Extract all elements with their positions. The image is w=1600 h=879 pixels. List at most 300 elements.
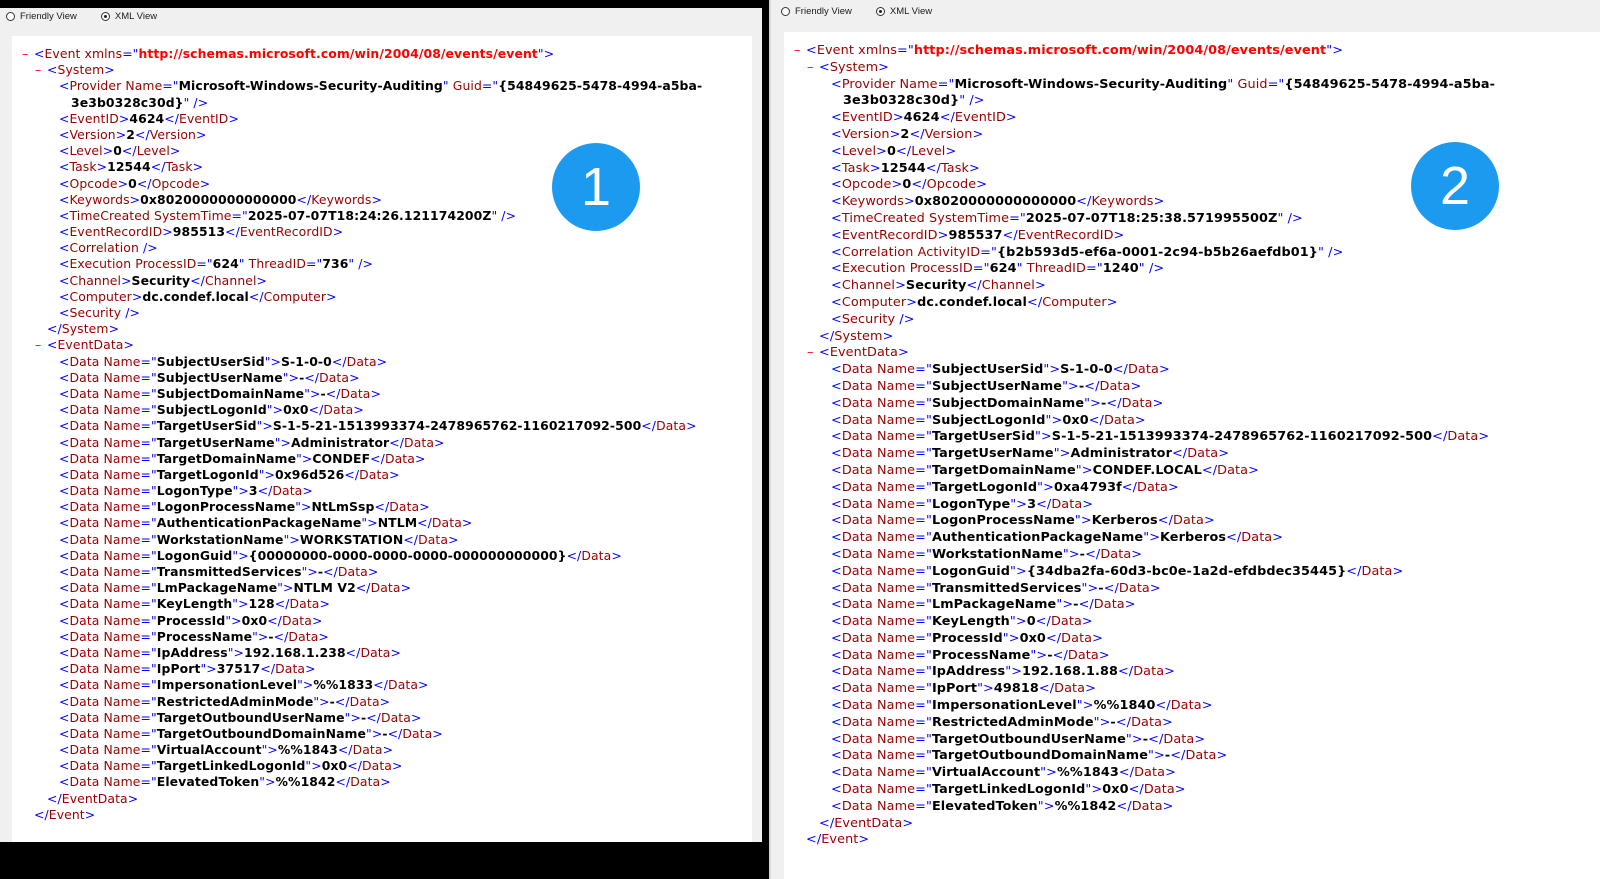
- xml-data-value: S-1-0-0: [1060, 362, 1113, 378]
- xml-tag-name: EventID: [954, 110, 1006, 126]
- xml-attr-value: {b2b593d5-ef6a-0001-2c94-b5b26aefdb01}: [996, 244, 1318, 260]
- xml-data-value: S-1-0-0: [280, 353, 332, 369]
- xml-attr-name: Name: [99, 466, 141, 482]
- xml-attr-name: SystemTime: [149, 207, 232, 223]
- xml-attr-name: Name: [99, 434, 141, 450]
- xml-tag-name: Data: [1217, 462, 1249, 478]
- xml-attr-name: Name: [99, 612, 141, 628]
- xml-tag-name: Computer: [263, 288, 327, 304]
- xml-tag-name: EventRecordID: [1017, 227, 1114, 243]
- xml-tag-name: Data: [841, 530, 873, 546]
- xml-tag-name: Version: [69, 126, 116, 142]
- xml-data-value: Administrator: [290, 434, 390, 450]
- xml-attr-name: Name: [872, 530, 916, 546]
- xml-value: dc.condef.local: [142, 288, 249, 304]
- xml-tag-name: Data: [1131, 798, 1163, 814]
- xml-keywords: <Keywords>0x8020000000000000</Keywords>: [831, 194, 1165, 210]
- xml-attr-name: Name: [99, 677, 141, 693]
- xml-tag-name: Version: [149, 126, 196, 142]
- xml-data-name: TargetUserSid: [931, 429, 1035, 445]
- xml-data-name: IpPort: [931, 681, 978, 697]
- xml-attr-name: Name: [872, 714, 916, 730]
- xml-tag-name: Data: [1127, 362, 1159, 378]
- xml-tag-name: Event: [44, 46, 81, 61]
- xml-data-row: <Data Name="TargetOutboundDomainName">-</Data>: [59, 725, 443, 741]
- xml-attr-name: Name: [99, 564, 141, 579]
- xml-tag-name: Data: [1187, 446, 1219, 462]
- xml-data-row: <Data Name="TargetLinkedLogonId">0x0</Data>: [831, 782, 1186, 798]
- xml-computer: <Computer>dc.condef.local</Computer>: [59, 288, 337, 304]
- xml-data-name: AuthenticationPackageName: [931, 530, 1144, 546]
- xml-tag-name: Data: [841, 681, 873, 697]
- xml-attr-name: Name: [872, 798, 916, 814]
- xml-tag-name: Opcode: [69, 175, 118, 191]
- xml-attr-name: Name: [872, 479, 916, 495]
- xml-attr-name: Guid: [448, 78, 482, 94]
- xml-tag-name: Data: [69, 661, 100, 677]
- xml-tag-name: Correlation: [841, 244, 914, 260]
- xml-attr-name: Guid: [1233, 76, 1268, 92]
- xml-data-row: <Data Name="TransmittedServices">-</Data>: [831, 580, 1161, 596]
- xml-security: <Security />: [831, 311, 915, 327]
- xml-tag-name: Opcode: [841, 177, 892, 193]
- xml-tag-name: Event: [816, 43, 854, 58]
- xml-tag-name: Keywords: [841, 194, 904, 210]
- xml-tag-name: Data: [69, 774, 100, 790]
- xml-attr-name: Name: [99, 709, 141, 725]
- xml-data-name: TargetUserName: [931, 446, 1054, 462]
- xml-tag-name: Data: [841, 563, 873, 579]
- friendly-view-radio[interactable]: [781, 6, 852, 17]
- xml-event-close: </Event>: [806, 832, 870, 848]
- xml-time-created: <TimeCreated SystemTime="2025-07-07T18:24:26.121174200Z" />: [59, 207, 517, 223]
- xml-namespace-value: http://schemas.microsoft.com/win/2004/08/events/event: [138, 46, 538, 61]
- xml-tag-name: Data: [69, 418, 100, 434]
- xml-tag-name: Data: [1061, 630, 1093, 646]
- xml-data-name: TargetDomainName: [931, 462, 1076, 478]
- xml-data-name: TransmittedServices: [156, 564, 302, 579]
- xml-data-row: <Data Name="SubjectUserName">-</Data>: [831, 378, 1142, 394]
- xml-tag-name: Data: [841, 664, 873, 680]
- xml-tag-name: Data: [841, 362, 873, 378]
- xml-data-row: <Data Name="IpAddress">192.168.1.238</Data>: [59, 644, 401, 660]
- xml-tag-name: Data: [841, 479, 873, 495]
- xml-data-value: S-1-5-21-1513993374-2478965762-1160217092-500: [1051, 429, 1433, 445]
- xml-attr-name: ProcessID: [131, 256, 197, 272]
- xml-data-name: TransmittedServices: [931, 580, 1082, 596]
- xml-data-row: <Data Name="SubjectDomainName">-</Data>: [831, 395, 1164, 411]
- xml-attr-name: Name: [99, 596, 141, 612]
- xml-tag-name: Data: [581, 547, 612, 563]
- xml-data-row: <Data Name="VirtualAccount">%%1843</Data>: [59, 742, 394, 758]
- xml-tag-name: Data: [841, 748, 873, 764]
- xml-eventdata-close: </EventData>: [819, 815, 914, 831]
- xml-data-value: -: [268, 628, 274, 644]
- view-mode-radio-group: [781, 6, 956, 17]
- xml-attr-name: Name: [99, 580, 141, 596]
- xml-provider-cont: 3e3b0328c30d}" />: [71, 94, 209, 110]
- xml-tag-name: Data: [288, 628, 319, 644]
- xml-tag-name: Data: [841, 462, 873, 478]
- xml-attr-value: 2025-07-07T18:24:26.121174200Z: [247, 207, 492, 223]
- xml-tag-name: Data: [340, 385, 371, 401]
- xml-tag-name: Data: [841, 546, 873, 562]
- xml-data-name: KeyLength: [931, 614, 1010, 630]
- xml-attr-name: Name: [99, 628, 141, 644]
- xml-data-name: ProcessName: [931, 647, 1031, 663]
- xml-data-name: RestrictedAdminMode: [156, 693, 314, 709]
- collapse-toggle-icon[interactable]: –: [807, 345, 814, 361]
- xml-tag-name: Data: [69, 483, 100, 499]
- xml-tag-name: Data: [841, 614, 873, 630]
- xml-attr-name: SystemTime: [924, 210, 1010, 226]
- xml-keywords: <Keywords>0x8020000000000000</Keywords>: [59, 191, 382, 207]
- xml-tag-name: Data: [1050, 614, 1082, 630]
- xml-attr-name: Name: [99, 369, 141, 385]
- xml-tag-name: Data: [349, 693, 380, 709]
- xml-tag-name: Data: [841, 798, 873, 814]
- xml-tag-name: Data: [1051, 496, 1083, 512]
- xml-tag-name: Data: [841, 580, 873, 596]
- xml-channel: <Channel>Security</Channel>: [831, 278, 1046, 294]
- xml-tag-name: EventData: [834, 815, 903, 831]
- xml-tag-name: Data: [69, 677, 100, 693]
- xml-data-name: RestrictedAdminMode: [931, 714, 1094, 730]
- collapse-toggle-icon[interactable]: –: [35, 337, 42, 353]
- xml-attr-value: {54849625-5478-4994-a5ba-: [498, 78, 703, 94]
- event-viewer-panel-2: [769, 0, 1600, 879]
- xml-tag-name: Data: [841, 412, 873, 428]
- xml-data-row: <Data Name="ImpersonationLevel">%%1833</Data>: [59, 677, 429, 693]
- xml-data-row: <Data Name="RestrictedAdminMode">-</Data>: [59, 693, 391, 709]
- xml-eventdata-open: – <EventData>: [807, 345, 909, 361]
- xml-attr-name: Name: [872, 782, 916, 798]
- collapse-toggle-icon[interactable]: –: [35, 62, 42, 78]
- xml-attr-value: 624: [989, 261, 1017, 277]
- xml-data-name: SubjectUserName: [931, 378, 1063, 394]
- xml-tag-name: Data: [1134, 765, 1166, 781]
- xml-data-value: 192.168.1.238: [244, 644, 346, 660]
- xml-data-name: SubjectDomainName: [156, 385, 305, 401]
- xml-data-value: %%1840: [1093, 698, 1156, 714]
- xml-tag-name: Data: [656, 418, 687, 434]
- xml-attr-value: 1240: [1102, 261, 1139, 277]
- xml-tag-name: Data: [841, 378, 873, 394]
- xml-attr-value: Microsoft-Windows-Security-Auditing: [954, 76, 1228, 92]
- xml-attr-name: Name: [99, 644, 141, 660]
- collapse-toggle-icon[interactable]: –: [794, 43, 801, 58]
- xml-view-radio[interactable]: [101, 11, 157, 22]
- xml-data-name: TargetUserSid: [156, 418, 257, 434]
- xml-value: 0x8020000000000000: [914, 194, 1077, 210]
- xml-data-value: -: [299, 369, 305, 385]
- xml-attr-value: 3e3b0328c30d}: [71, 94, 184, 110]
- radio-checked-icon: [101, 12, 110, 21]
- xml-data-value: 37517: [216, 661, 261, 677]
- xml-attr-name: Name: [895, 76, 938, 92]
- xml-tag-name: Keywords: [311, 191, 372, 207]
- xml-attr-name: Name: [99, 693, 141, 709]
- xml-tag-name: Data: [69, 369, 100, 385]
- xml-attr-name: Name: [872, 362, 916, 378]
- xml-tag-name: Execution: [841, 261, 906, 277]
- xml-attr-name: Name: [872, 765, 916, 781]
- xml-data-value: 3: [1027, 496, 1037, 512]
- xml-tag-name: Data: [1170, 698, 1202, 714]
- xml-tag-name: Data: [69, 499, 100, 515]
- xml-content-area[interactable]: [12, 36, 752, 842]
- xml-tag-name: Data: [362, 758, 393, 774]
- xml-data-name: IpAddress: [931, 664, 1006, 680]
- xml-data-value: 0x0: [283, 402, 309, 418]
- xml-attr-name: Name: [99, 547, 141, 563]
- xml-opcode: <Opcode>0</Opcode>: [59, 175, 211, 191]
- xml-attr-name: Name: [872, 664, 916, 680]
- collapse-toggle-icon[interactable]: –: [22, 46, 29, 61]
- xml-data-name: LogonGuid: [931, 563, 1011, 579]
- xml-attr-name: Name: [872, 546, 916, 562]
- xml-data-value: -: [382, 725, 388, 741]
- xml-view-label: XML View: [889, 6, 933, 17]
- xml-tag-name: Computer: [841, 294, 907, 310]
- xml-tag-name: Version: [841, 126, 890, 142]
- friendly-view-label: Friendly View: [20, 11, 77, 22]
- xml-tag-name: Data: [370, 580, 401, 596]
- xml-attr-name: Name: [99, 385, 141, 401]
- step-badge-1: 1: [552, 143, 640, 231]
- xml-tag-name: Data: [1118, 580, 1150, 596]
- xml-system-open: – <System>: [807, 59, 889, 75]
- xml-document: [784, 43, 1495, 849]
- xml-tag-name: System: [834, 328, 883, 344]
- xml-tag-name: TimeCreated: [69, 207, 150, 223]
- xml-data-row: <Data Name="SubjectLogonId">0x0</Data>: [831, 412, 1146, 428]
- xml-tag-name: Data: [841, 782, 873, 798]
- xml-data-row: <Data Name="SubjectUserSid">S-1-0-0</Data>: [831, 362, 1170, 378]
- xml-tag-name: EventData: [61, 790, 128, 806]
- xml-tag-name: Security: [69, 305, 122, 320]
- xml-data-row: <Data Name="AuthenticationPackageName">NTLM</Data>: [59, 515, 473, 531]
- xml-tag-name: Computer: [1042, 294, 1107, 310]
- xml-tag-name: Data: [346, 353, 377, 369]
- xml-namespace-value: http://schemas.microsoft.com/win/2004/08/events/event: [913, 43, 1327, 58]
- xml-tag-name: Data: [841, 765, 873, 781]
- xml-attr-name: xmlns: [854, 43, 898, 58]
- xml-value: 2: [900, 126, 910, 142]
- xml-data-name: TargetOutboundDomainName: [156, 725, 367, 741]
- event-viewer-panel-1: [0, 8, 762, 842]
- xml-tag-name: Data: [1361, 563, 1393, 579]
- xml-tag-name: Data: [1067, 647, 1099, 663]
- xml-tag-name: Data: [418, 531, 449, 547]
- xml-data-value: Administrator: [1070, 446, 1172, 462]
- xml-eventdata-close: </EventData>: [47, 790, 139, 806]
- xml-tag-name: Data: [1133, 664, 1165, 680]
- xml-data-name: LogonType: [931, 496, 1011, 512]
- xml-task: <Task>12544</Task>: [831, 160, 980, 176]
- xml-data-row: <Data Name="TargetLogonId">0x96d526</Data>: [59, 466, 400, 482]
- xml-tag-name: Data: [1447, 429, 1479, 445]
- xml-tag-name: Level: [911, 143, 946, 159]
- xml-tag-name: Data: [1103, 412, 1135, 428]
- xml-tag-name: System: [57, 62, 105, 78]
- xml-data-row: <Data Name="TargetLogonId">0xa4793f</Data>: [831, 479, 1179, 495]
- xml-data-name: ProcessId: [931, 630, 1003, 646]
- xml-data-row: <Data Name="LogonProcessName">NtLmSsp</Data>: [59, 499, 430, 515]
- xml-attr-name: ThreadID: [1022, 261, 1086, 277]
- xml-attr-name: Name: [99, 531, 141, 547]
- xml-correlation: <Correlation />: [59, 240, 158, 256]
- xml-data-value: {00000000-0000-0000-0000-000000000000}: [248, 547, 567, 563]
- xml-eventdata-open: – <EventData>: [35, 337, 134, 353]
- xml-data-name: TargetOutboundDomainName: [931, 748, 1148, 764]
- xml-data-row: <Data Name="ElevatedToken">%%1842</Data>: [831, 798, 1174, 814]
- xml-value: 0x8020000000000000: [140, 191, 297, 207]
- xml-value: 12544: [107, 159, 151, 175]
- xml-attr-name: Name: [99, 402, 141, 418]
- xml-attr-name: Name: [872, 647, 916, 663]
- xml-tag-name: EventID: [841, 110, 893, 126]
- xml-tag-name: Data: [69, 628, 100, 644]
- xml-data-value: %%1833: [313, 677, 374, 693]
- xml-tag-name: Channel: [204, 272, 257, 288]
- xml-attr-name: Name: [872, 630, 916, 646]
- xml-level: <Level>0</Level>: [831, 143, 957, 159]
- xml-attr-name: Name: [872, 462, 916, 478]
- xml-data-name: SubjectLogonId: [156, 402, 267, 418]
- xml-data-row: <Data Name="ElevatedToken">%%1842</Data>: [59, 774, 391, 790]
- xml-tag-name: Data: [841, 395, 873, 411]
- xml-attr-value: 2025-07-07T18:25:38.571995500Z: [1025, 210, 1278, 226]
- xml-tag-name: EventRecordID: [239, 224, 333, 240]
- xml-tag-name: Data: [275, 661, 306, 677]
- xml-attr-value: 3e3b0328c30d}: [843, 93, 960, 109]
- xml-data-value: -: [1110, 714, 1116, 730]
- xml-attr-name: Name: [872, 698, 916, 714]
- xml-attr-name: Name: [99, 515, 141, 531]
- xml-view-label: XML View: [114, 11, 158, 22]
- xml-data-value: -: [1164, 748, 1171, 764]
- friendly-view-radio[interactable]: [6, 11, 77, 22]
- xml-tag-name: Data: [69, 402, 100, 418]
- xml-tag-name: Data: [352, 742, 383, 758]
- xml-data-row: <Data Name="KeyLength">128</Data>: [59, 596, 330, 612]
- xml-event-record-id: <EventRecordID>985513</EventRecordID>: [59, 224, 344, 240]
- xml-data-value: -: [320, 385, 326, 401]
- xml-tag-name: Provider: [841, 76, 896, 92]
- xml-tag-name: Data: [841, 714, 873, 730]
- xml-data-value: {34dba2fa-60d3-bc0e-1a2d-efdbdec35445}: [1026, 563, 1347, 579]
- xml-data-row: <Data Name="LmPackageName">-</Data>: [831, 597, 1136, 613]
- xml-data-row: <Data Name="TargetOutboundDomainName">-</Data>: [831, 748, 1228, 764]
- xml-tag-name: Data: [841, 446, 873, 462]
- xml-tag-name: Data: [1099, 378, 1131, 394]
- xml-tag-name: Opcode: [151, 175, 200, 191]
- xml-data-row: <Data Name="SubjectLogonId">0x0</Data>: [59, 402, 364, 418]
- xml-tag-name: Event: [48, 806, 85, 822]
- xml-attr-name: Name: [99, 758, 141, 774]
- xml-opcode: <Opcode>0</Opcode>: [831, 177, 988, 193]
- xml-data-row: <Data Name="LogonType">3</Data>: [831, 496, 1094, 512]
- xml-value: 4624: [129, 110, 165, 126]
- xml-data-name: LmPackageName: [931, 597, 1057, 613]
- xml-data-value: 0x0: [1102, 782, 1129, 798]
- xml-attr-name: Name: [872, 580, 916, 596]
- xml-data-name: LogonProcessName: [931, 513, 1075, 529]
- xml-data-value: 128: [248, 596, 275, 612]
- xml-attr-name: Name: [872, 597, 916, 613]
- xml-value: 2: [126, 126, 135, 142]
- xml-tag-name: Data: [404, 434, 435, 450]
- xml-data-row: <Data Name="TargetOutboundUserName">-</Data>: [831, 731, 1206, 747]
- xml-tag-name: Channel: [981, 278, 1035, 294]
- xml-tag-name: Data: [69, 596, 100, 612]
- xml-attr-name: Name: [872, 412, 916, 428]
- xml-tag-name: Data: [841, 698, 873, 714]
- xml-attr-name: Name: [99, 725, 141, 741]
- xml-data-name: VirtualAccount: [156, 742, 262, 758]
- xml-view-radio[interactable]: [876, 6, 932, 17]
- xml-tag-name: Data: [272, 483, 303, 499]
- xml-data-name: LogonGuid: [156, 547, 233, 563]
- xml-attr-name: Name: [872, 748, 916, 764]
- xml-value: 0: [902, 177, 912, 193]
- collapse-toggle-icon[interactable]: –: [807, 59, 814, 75]
- xml-tag-name: Data: [69, 547, 100, 563]
- xml-tag-name: Data: [69, 434, 100, 450]
- xml-value: 0: [128, 175, 137, 191]
- xml-value: 985537: [948, 227, 1003, 243]
- xml-data-row: <Data Name="ProcessId">0x0</Data>: [59, 612, 323, 628]
- xml-attr-name: xmlns: [80, 46, 123, 61]
- xml-attr-value: {54849625-5478-4994-a5ba-: [1284, 76, 1496, 92]
- xml-attr-value: 624: [212, 256, 239, 272]
- xml-tag-name: Data: [1136, 479, 1168, 495]
- xml-tag-name: Data: [841, 630, 873, 646]
- xml-attr-name: Name: [872, 378, 916, 394]
- xml-data-row: <Data Name="LmPackageName">NTLM V2</Data>: [59, 580, 412, 596]
- xml-attr-value: Microsoft-Windows-Security-Auditing: [178, 78, 443, 94]
- xml-event-open: – <Event xmlns="http://schemas.microsoft.com/win/2004/08/events/event">: [794, 43, 1344, 58]
- xml-data-name: WorkstationName: [931, 546, 1063, 562]
- xml-attr-name: ActivityID: [913, 244, 981, 260]
- xml-data-row: <Data Name="ProcessName">-</Data>: [831, 647, 1110, 663]
- xml-attr-name: Name: [99, 661, 141, 677]
- xml-tag-name: Task: [940, 160, 969, 176]
- xml-value: Security: [131, 272, 191, 288]
- xml-attr-name: Name: [99, 499, 141, 515]
- xml-data-name: VirtualAccount: [931, 765, 1041, 781]
- xml-data-row: <Data Name="TargetDomainName">CONDEF</Data>: [59, 450, 426, 466]
- xml-tag-name: Data: [1163, 731, 1195, 747]
- xml-data-value: WORKSTATION: [299, 531, 404, 547]
- xml-event-id: <EventID>4624</EventID>: [831, 110, 1017, 126]
- xml-tag-name: Task: [841, 160, 870, 176]
- xml-tag-name: Data: [69, 693, 100, 709]
- xml-tag-name: Opcode: [926, 177, 977, 193]
- xml-data-value: 49818: [993, 681, 1039, 697]
- xml-data-name: IpAddress: [156, 644, 228, 660]
- xml-data-value: NtLmSsp: [311, 499, 375, 515]
- xml-attr-name: ProcessID: [905, 261, 973, 277]
- xml-attr-name: Name: [99, 483, 141, 499]
- xml-tag-name: Keywords: [69, 191, 130, 207]
- xml-tag-name: Data: [350, 774, 381, 790]
- xml-version: <Version>2</Version>: [831, 126, 984, 142]
- xml-data-name: ElevatedToken: [931, 798, 1038, 814]
- xml-tag-name: Data: [841, 647, 873, 663]
- xml-data-name: TargetLinkedLogonId: [931, 782, 1086, 798]
